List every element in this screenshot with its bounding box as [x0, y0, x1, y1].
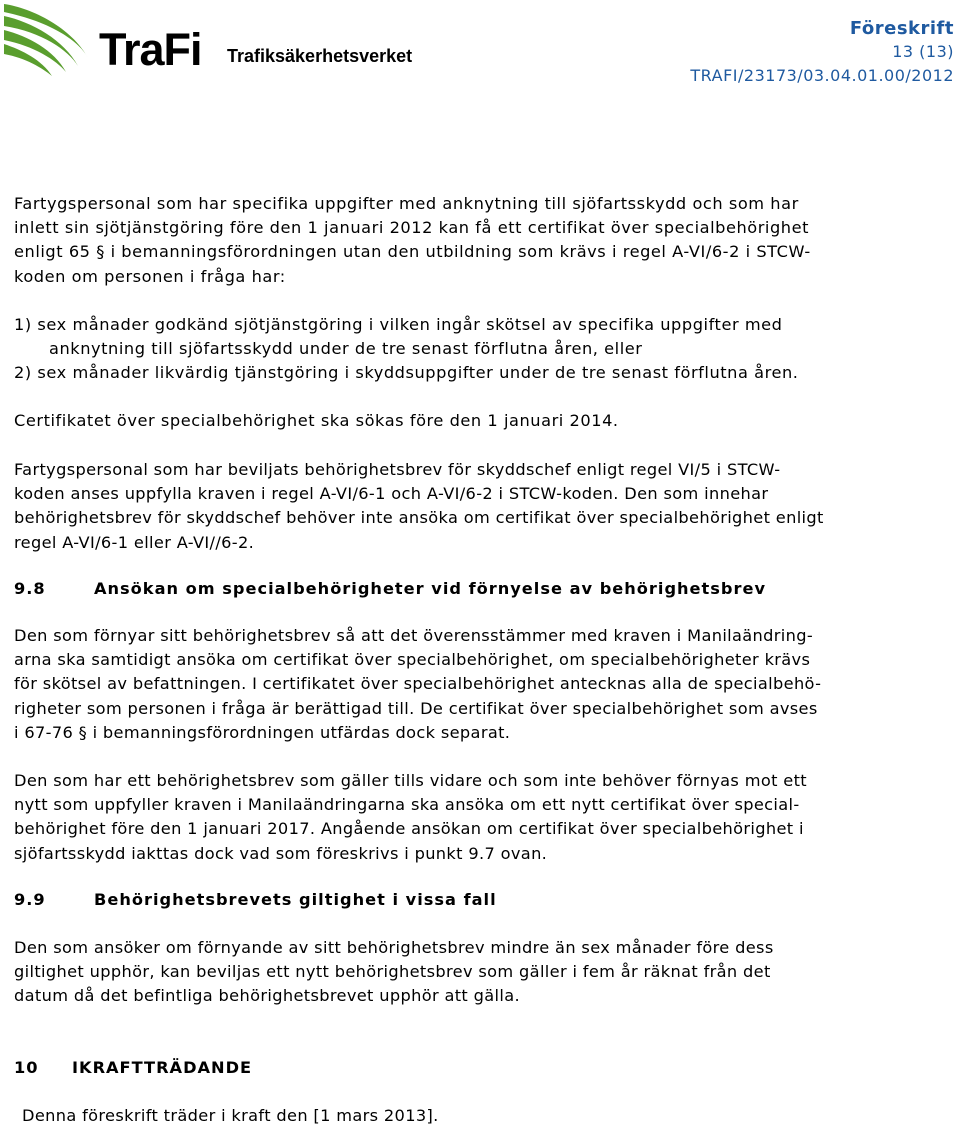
paragraph-valid-license: [14, 769, 960, 866]
text-line: Den som förnyar sitt behörighetsbrev så att det överensstämmer med kraven i Manilaändring-: [14, 626, 814, 645]
section-number: 10: [14, 1058, 39, 1077]
text-line: Den som har ett behörighetsbrev som gäller tills vidare och som inte behöver förnyas mot ett: [14, 771, 807, 790]
trafi-logo: [2, 2, 413, 88]
text-line: enligt 65 § i bemanningsförordningen utan den utbildning som krävs i regel A-VI/6-2 i STCW-: [14, 242, 811, 262]
page-number: 13 (13): [892, 42, 954, 61]
text-line: sjöfartsskydd iakttas dock vad som föreskrivs i punkt 9.7 ovan.: [14, 843, 548, 863]
section-title: Ansökan om specialbehörigheter vid förnyelse av behörighetsbrev: [94, 579, 767, 598]
text-line: arna ska samtidigt ansöka om certifikat över specialbehörighet, om specialbehörigheter krävs: [14, 650, 811, 670]
document-meta: [690, 18, 954, 88]
text-line: datum då det befintliga behörighetsbrevet upphör att gälla.: [14, 986, 520, 1006]
text-line: koden om personen i fråga har:: [14, 266, 286, 286]
text-line: giltighet upphör, kan beviljas ett nytt behörighetsbrev som gäller i fem år räknat från det: [14, 962, 771, 982]
text-line: righeter som personen i fråga är berättigad till. De certifikat över specialbehörighet som avses: [14, 698, 818, 718]
paragraph-deadline: [14, 409, 960, 433]
logo-swoosh-icon: [2, 2, 402, 88]
paragraph-transition-security: [14, 192, 960, 289]
text-line: Fartygspersonal som har specifika uppgifter med anknytning till sjöfartsskydd och som har: [14, 194, 799, 213]
text-line: i 67-76 § i bemanningsförordningen utfärdas dock separat.: [14, 722, 511, 742]
requirements-list: [14, 313, 960, 386]
section-heading-10: [14, 1056, 252, 1080]
text-line: inlett sin sjötjänstgöring före den 1 januari 2012 kan få ett certifikat över specialbehörighet: [14, 218, 810, 238]
list-item: 1) sex månader godkänd sjötjänstgöring i vilken ingår skötsel av specifika uppgifter med: [14, 315, 783, 334]
section-heading-9-9: [14, 888, 497, 912]
text-line: för skötsel av befattningen. I certifikatet över specialbehörighet antecknas alla de specialbehö-: [14, 674, 822, 694]
paragraph-renewal: [14, 624, 960, 745]
document-type: Föreskrift: [849, 18, 954, 39]
logo-brand-text: TraFi: [99, 24, 202, 75]
section-title: Behörighetsbrevets giltighet i vissa fall: [94, 890, 497, 909]
text-line: koden anses uppfylla kraven i regel A-VI/6-1 och A-VI/6-2 i STCW-koden. Den som innehar: [14, 484, 769, 504]
section-number: 9.8: [14, 579, 46, 598]
text-line: regel A-VI/6-1 eller A-VI//6-2.: [14, 532, 255, 552]
text-line: Den som ansöker om förnyande av sitt behörighetsbrev mindre än sex månader före dess: [14, 938, 774, 957]
document-id: TRAFI/23173/03.04.01.00/2012: [690, 66, 954, 85]
text-line: nytt som uppfyller kraven i Manilaändringarna ska ansöka om ett nytt certifikat över special-: [14, 795, 800, 815]
text-line: Denna föreskrift träder i kraft den [1 mars 2013].: [22, 1106, 439, 1125]
list-item-continuation: anknytning till sjöfartsskydd under de tre senast förflutna åren, eller: [49, 339, 643, 359]
section-title: IKRAFTTRÄDANDE: [72, 1058, 253, 1077]
section-heading-9-8: [14, 577, 766, 601]
text-line: Fartygspersonal som har beviljats behörighetsbrev för skyddschef enligt regel VI/5 i STCW-: [14, 460, 781, 479]
list-item: 2) sex månader likvärdig tjänstgöring i skyddsuppgifter under de tre senast förflutna åren.: [14, 363, 799, 383]
text-line: behörighetsbrev för skyddschef behöver inte ansöka om certifikat över specialbehörighet enligt: [14, 508, 824, 528]
logo-subtitle: Trafiksäkerhetsverket: [227, 46, 413, 66]
section-number: 9.9: [14, 890, 46, 909]
paragraph-security-officer: [14, 458, 960, 555]
paragraph-entry-into-force: [22, 1104, 960, 1128]
paragraph-validity: [14, 936, 960, 1009]
text-line: Certifikatet över specialbehörighet ska sökas före den 1 januari 2014.: [14, 411, 619, 430]
text-line: behörighet före den 1 januari 2017. Angående ansökan om certifikat över specialbehörighet i: [14, 819, 804, 839]
